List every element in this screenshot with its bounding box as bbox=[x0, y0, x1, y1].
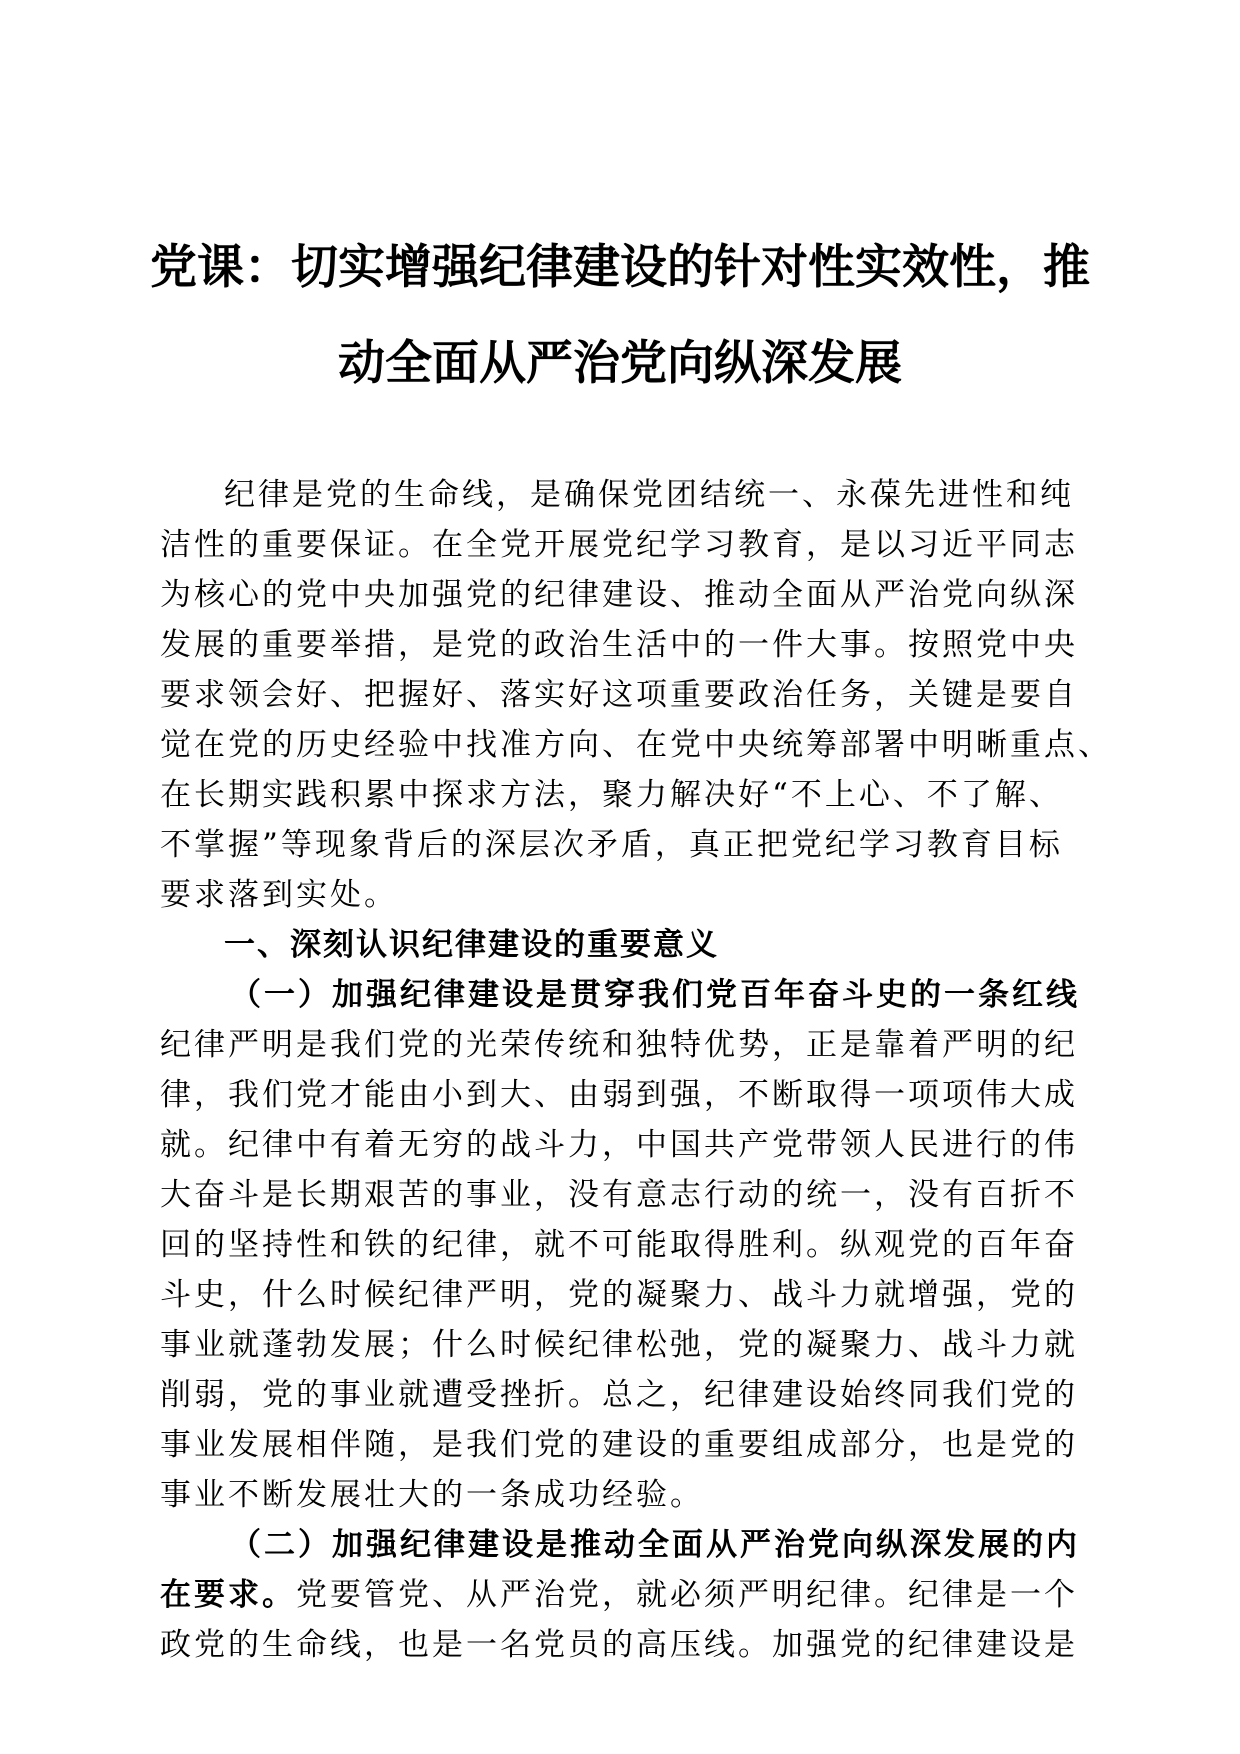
subsection-heading-1: （一）加强纪律建设是贯穿我们党百年奋斗史的一条红线 bbox=[230, 977, 1080, 1013]
document-body bbox=[160, 470, 1112, 1670]
intro-line-4: 发展的重要举措，是党的政治生活中的一件大事。按照党中央 bbox=[160, 627, 1078, 663]
sub2-line-1 bbox=[160, 1570, 1080, 1620]
sub1-line-9: 事业发展相伴随，是我们党的建设的重要组成部分，也是党的 bbox=[160, 1427, 1078, 1463]
section-heading-1: 一、深刻认识纪律建设的重要意义 bbox=[224, 927, 719, 963]
sub2-line-1-text: 党要管党、从严治党，就必须严明纪律。纪律是一个 bbox=[296, 1577, 1078, 1613]
sub1-line-8: 削弱，党的事业就遭受挫折。总之，纪律建设始终同我们党的 bbox=[160, 1377, 1078, 1413]
sub1-line-2: 律，我们党才能由小到大、由弱到强，不断取得一项项伟大成 bbox=[160, 1077, 1078, 1113]
sub1-line-3: 就。纪律中有着无穷的战斗力，中国共产党带领人民进行的伟 bbox=[160, 1127, 1078, 1163]
intro-line-1: 纪律是党的生命线，是确保党团结统一、永葆先进性和纯 bbox=[224, 477, 1074, 513]
intro-line-6: 觉在党的历史经验中找准方向、在党中央统筹部署中明晰重点、 bbox=[160, 727, 1112, 763]
document-title bbox=[150, 220, 1090, 412]
subsection-heading-2-tail: 在要求。 bbox=[160, 1577, 296, 1613]
subsection-heading-2: （二）加强纪律建设是推动全面从严治党向纵深发展的内 bbox=[230, 1527, 1080, 1563]
sub1-line-6: 斗史，什么时候纪律严明，党的凝聚力、战斗力就增强，党的 bbox=[160, 1277, 1078, 1313]
sub1-line-5: 回的坚持性和铁的纪律，就不可能取得胜利。纵观党的百年奋 bbox=[160, 1227, 1078, 1263]
sub1-line-7: 事业就蓬勃发展；什么时候纪律松弛，党的凝聚力、战斗力就 bbox=[160, 1327, 1078, 1363]
title-line-1: 党课：切实增强纪律建设的针对性实效性，推 bbox=[150, 240, 1090, 295]
title-line-2: 动全面从严治党向纵深发展 bbox=[338, 336, 902, 391]
intro-line-5: 要求领会好、把握好、落实好这项重要政治任务，关键是要自 bbox=[160, 677, 1078, 713]
intro-line-8: 不掌握”等现象背后的深层次矛盾，真正把党纪学习教育目标 bbox=[160, 827, 1063, 863]
sub1-line-4: 大奋斗是长期艰苦的事业，没有意志行动的统一，没有百折不 bbox=[160, 1177, 1078, 1213]
intro-line-3: 为核心的党中央加强党的纪律建设、推动全面从严治党向纵深 bbox=[160, 577, 1078, 613]
sub1-line-10: 事业不断发展壮大的一条成功经验。 bbox=[160, 1477, 704, 1513]
sub2-line-2: 政党的生命线，也是一名党员的高压线。加强党的纪律建设是 bbox=[160, 1627, 1078, 1663]
intro-line-9: 要求落到实处。 bbox=[160, 877, 398, 913]
intro-line-7: 在长期实践积累中探求方法，聚力解决好“不上心、不了解、 bbox=[160, 777, 1063, 813]
sub1-line-1: 纪律严明是我们党的光荣传统和独特优势，正是靠着严明的纪 bbox=[160, 1027, 1078, 1063]
intro-line-2: 洁性的重要保证。在全党开展党纪学习教育，是以习近平同志 bbox=[160, 527, 1078, 563]
